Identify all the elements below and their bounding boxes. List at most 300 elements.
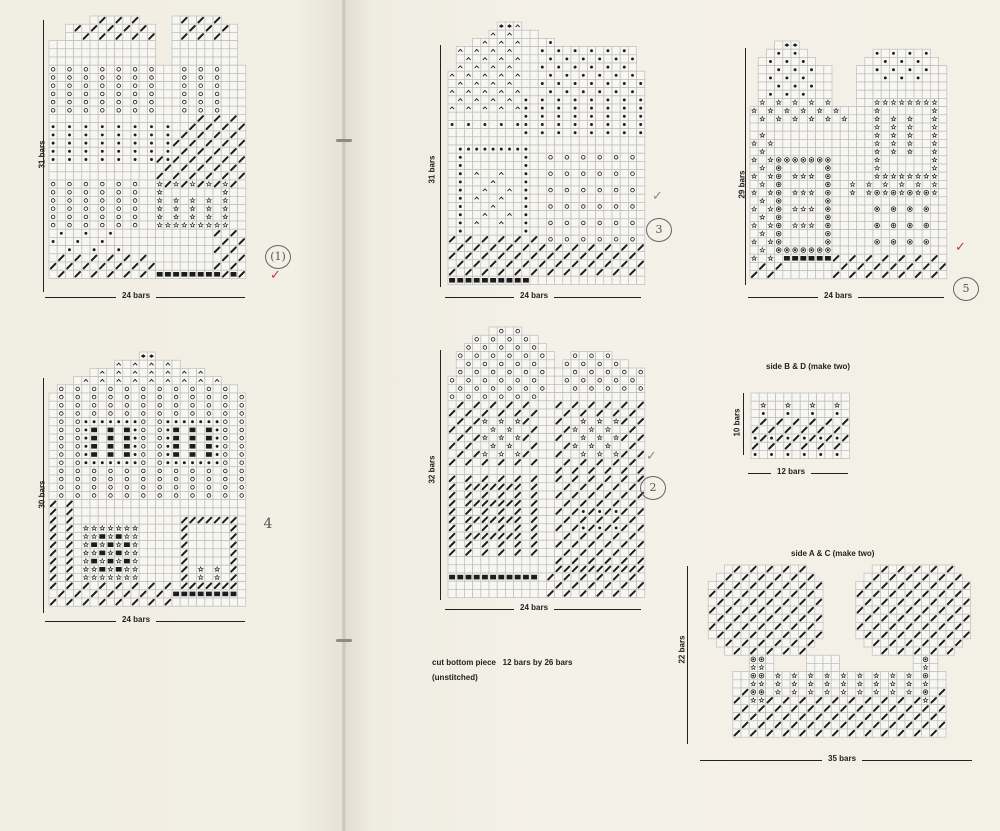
stitch-mark xyxy=(925,208,927,210)
stitch-mark xyxy=(598,510,601,513)
grid-cell xyxy=(197,205,205,213)
grid-cell xyxy=(65,188,73,196)
grid-cell xyxy=(473,194,481,202)
grid-cell xyxy=(164,385,172,393)
grid-cell xyxy=(82,196,90,204)
stitch-mark xyxy=(134,453,137,456)
grid-cell xyxy=(238,524,246,532)
grid-cell xyxy=(587,178,595,186)
grid-cell xyxy=(555,425,563,433)
grid-cell xyxy=(612,202,620,210)
grid-cell xyxy=(939,164,947,172)
grid-cell xyxy=(98,475,106,483)
grid-cell xyxy=(628,186,636,194)
grid-cell xyxy=(766,148,774,156)
grid-cell xyxy=(205,475,213,483)
grid-cell xyxy=(147,385,155,393)
grid-cell xyxy=(481,352,489,360)
stitch-mark xyxy=(117,158,120,161)
grid-cell xyxy=(205,491,213,499)
grid-cell xyxy=(563,581,571,589)
grid-cell xyxy=(848,213,856,221)
grid-cell xyxy=(139,573,147,581)
grid-cell xyxy=(156,516,164,524)
grid-cell xyxy=(139,49,147,57)
grid-cell xyxy=(172,360,180,368)
grid-cell xyxy=(522,491,530,499)
stitch-mark xyxy=(124,436,130,441)
grid-cell xyxy=(197,467,205,475)
grid-cell xyxy=(456,79,464,87)
grid-cell xyxy=(156,131,164,139)
stitch-mark xyxy=(52,158,55,161)
grid-cell xyxy=(98,393,106,401)
grid-cell xyxy=(881,107,889,115)
grid-cell xyxy=(65,590,73,598)
grid-cell xyxy=(587,589,595,597)
grid-cell xyxy=(922,90,930,98)
grid-cell xyxy=(90,237,98,245)
grid-cell xyxy=(571,170,579,178)
stitch-mark xyxy=(786,159,788,161)
grid-cell xyxy=(522,565,530,573)
grid-cell xyxy=(898,213,906,221)
stitch-mark xyxy=(615,57,618,60)
grid-cell xyxy=(505,88,513,96)
stitch-mark xyxy=(207,420,210,423)
grid-cell xyxy=(65,229,73,237)
grid-cell xyxy=(172,262,180,270)
grid-cell xyxy=(489,219,497,227)
grid-cell xyxy=(840,213,848,221)
grid-cell xyxy=(456,360,464,368)
grid-cell xyxy=(555,202,563,210)
grid-cell xyxy=(205,524,213,532)
grid-cell xyxy=(106,131,114,139)
grid-cell xyxy=(473,409,481,417)
check-mark: ✓ xyxy=(652,189,663,204)
grid-cell xyxy=(131,180,139,188)
grid-cell xyxy=(612,368,620,376)
grid-cell xyxy=(106,98,114,106)
grid-cell xyxy=(579,243,587,251)
grid-cell xyxy=(783,164,791,172)
grid-cell xyxy=(505,211,513,219)
grid-cell xyxy=(939,131,947,139)
grid-cell xyxy=(156,483,164,491)
grid-cell xyxy=(115,483,123,491)
grid-cell xyxy=(538,71,546,79)
grid-cell xyxy=(481,112,489,120)
grid-cell xyxy=(205,393,213,401)
grid-cell xyxy=(90,180,98,188)
grid-cell xyxy=(221,65,229,73)
grid-cell xyxy=(172,57,180,65)
grid-cell xyxy=(464,170,472,178)
grid-cell xyxy=(497,211,505,219)
grid-cell xyxy=(57,213,65,221)
grid-cell xyxy=(456,120,464,128)
grid-cell xyxy=(464,55,472,63)
grid-cell xyxy=(213,205,221,213)
grid-cell xyxy=(604,252,612,260)
grid-cell xyxy=(522,442,530,450)
grid-cell xyxy=(473,129,481,137)
grid-cell xyxy=(914,246,922,254)
grid-cell xyxy=(799,98,807,106)
grid-cell xyxy=(172,598,180,606)
grid-cell xyxy=(571,145,579,153)
grid-cell xyxy=(221,73,229,81)
grid-cell xyxy=(579,235,587,243)
grid-cell xyxy=(791,164,799,172)
grid-cell xyxy=(505,335,513,343)
grid-cell xyxy=(530,219,538,227)
grid-cell xyxy=(596,161,604,169)
grid-cell xyxy=(538,376,546,384)
grid-cell xyxy=(604,450,612,458)
grid-cell xyxy=(881,131,889,139)
grid-cell xyxy=(473,38,481,46)
grid-cell xyxy=(628,170,636,178)
grid-cell xyxy=(139,205,147,213)
grid-cell xyxy=(530,466,538,474)
grid-cell xyxy=(522,55,530,63)
grid-cell xyxy=(98,180,106,188)
grid-cell xyxy=(156,565,164,573)
grid-cell xyxy=(563,137,571,145)
grid-cell xyxy=(587,376,595,384)
grid-cell xyxy=(213,213,221,221)
grid-cell xyxy=(180,475,188,483)
grid-cell xyxy=(587,548,595,556)
grid-cell xyxy=(115,442,123,450)
grid-cell xyxy=(49,41,57,49)
grid-cell xyxy=(180,246,188,254)
grid-cell xyxy=(188,229,196,237)
grid-cell xyxy=(238,114,246,122)
stitch-mark xyxy=(175,461,178,464)
stitch-mark xyxy=(449,278,455,283)
grid-cell xyxy=(604,573,612,581)
grid-cell xyxy=(522,475,530,483)
grid-cell xyxy=(156,139,164,147)
grid-cell xyxy=(505,186,513,194)
grid-cell xyxy=(147,557,155,565)
grid-cell xyxy=(164,82,172,90)
grid-cell xyxy=(197,475,205,483)
grid-cell xyxy=(82,237,90,245)
grid-cell xyxy=(596,104,604,112)
grid-cell xyxy=(546,507,554,515)
grid-cell xyxy=(180,41,188,49)
grid-cell xyxy=(898,131,906,139)
grid-cell xyxy=(939,221,947,229)
grid-cell xyxy=(82,164,90,172)
stitch-mark xyxy=(84,125,87,128)
grid-cell xyxy=(123,516,131,524)
stitch-mark xyxy=(198,272,204,277)
grid-cell xyxy=(555,393,563,401)
grid-cell xyxy=(538,581,546,589)
grid-cell xyxy=(596,194,604,202)
grid-cell xyxy=(464,434,472,442)
grid-cell xyxy=(180,49,188,57)
grid-cell xyxy=(106,172,114,180)
grid-cell xyxy=(188,557,196,565)
grid-cell xyxy=(197,49,205,57)
grid-cell xyxy=(766,131,774,139)
grid-cell xyxy=(49,409,57,417)
grid-cell xyxy=(205,147,213,155)
grid-cell xyxy=(156,426,164,434)
grid-cell xyxy=(123,90,131,98)
grid-cell xyxy=(538,516,546,524)
stitch-mark xyxy=(523,575,529,580)
grid-cell xyxy=(131,49,139,57)
grid-cell xyxy=(147,73,155,81)
grid-cell xyxy=(865,213,873,221)
grid-cell xyxy=(74,541,82,549)
grid-cell xyxy=(90,377,98,385)
grid-cell xyxy=(604,589,612,597)
grid-cell xyxy=(865,230,873,238)
grid-cell xyxy=(473,96,481,104)
grid-cell xyxy=(123,73,131,81)
grid-cell xyxy=(82,65,90,73)
grid-cell xyxy=(939,139,947,147)
grid-cell xyxy=(49,180,57,188)
grid-cell xyxy=(522,71,530,79)
grid-cell xyxy=(172,82,180,90)
grid-cell xyxy=(57,532,65,540)
grid-cell xyxy=(922,123,930,131)
grid-cell xyxy=(587,235,595,243)
grid-cell xyxy=(514,260,522,268)
grid-cell xyxy=(832,156,840,164)
grid-cell xyxy=(106,491,114,499)
grid-cell xyxy=(106,262,114,270)
stitch-mark xyxy=(524,131,527,134)
grid-cell xyxy=(57,196,65,204)
grid-cell xyxy=(74,377,82,385)
grid-cell xyxy=(188,73,196,81)
grid-cell xyxy=(229,82,237,90)
grid-cell xyxy=(628,137,636,145)
grid-cell xyxy=(57,475,65,483)
stitch-mark xyxy=(101,125,104,128)
grid-cell xyxy=(791,148,799,156)
grid-cell xyxy=(628,401,636,409)
grid-cell xyxy=(563,227,571,235)
grid-cell xyxy=(464,384,472,392)
grid-cell xyxy=(57,82,65,90)
grid-cell xyxy=(489,507,497,515)
grid-cell xyxy=(505,524,513,532)
grid-cell xyxy=(563,96,571,104)
stitch-mark xyxy=(451,123,454,126)
grid-cell xyxy=(90,598,98,606)
grid-cell xyxy=(205,557,213,565)
grid-cell xyxy=(82,57,90,65)
grid-cell xyxy=(172,377,180,385)
grid-cell xyxy=(473,343,481,351)
grid-cell xyxy=(489,450,497,458)
stitch-mark xyxy=(908,52,911,55)
grid-cell xyxy=(546,178,554,186)
grid-cell xyxy=(221,508,229,516)
grid-cell xyxy=(514,47,522,55)
grid-cell xyxy=(637,178,645,186)
grid-cell xyxy=(497,260,505,268)
grid-cell xyxy=(90,90,98,98)
stitch-mark xyxy=(541,98,544,101)
stitch-mark xyxy=(216,428,219,431)
stitch-mark xyxy=(216,420,219,423)
grid-cell xyxy=(172,393,180,401)
grid-cell xyxy=(74,582,82,590)
grid-cell xyxy=(221,565,229,573)
stitch-mark xyxy=(68,150,71,153)
grid-cell xyxy=(464,178,472,186)
grid-cell xyxy=(758,82,766,90)
grid-cell xyxy=(164,524,172,532)
grid-cell xyxy=(139,213,147,221)
grid-cell xyxy=(123,475,131,483)
grid-cell xyxy=(563,450,571,458)
stitch-mark xyxy=(150,133,153,136)
grid-cell xyxy=(832,189,840,197)
grid-cell xyxy=(497,335,505,343)
grid-cell xyxy=(514,581,522,589)
grid-cell xyxy=(74,532,82,540)
stitch-mark xyxy=(541,115,544,118)
height-label: 31 bars xyxy=(37,140,47,169)
stitch-mark xyxy=(615,510,618,513)
grid-cell xyxy=(481,63,489,71)
stitch-mark xyxy=(574,98,577,101)
grid-cell xyxy=(857,172,865,180)
grid-cell xyxy=(497,227,505,235)
grid-cell xyxy=(172,549,180,557)
grid-cell xyxy=(628,145,636,153)
grid-cell xyxy=(98,426,106,434)
grid-cell xyxy=(448,557,456,565)
grid-cell xyxy=(197,41,205,49)
stitch-mark xyxy=(598,57,601,60)
grid-cell xyxy=(473,442,481,450)
grid-cell xyxy=(555,376,563,384)
stitch-mark xyxy=(778,159,780,161)
grid-cell xyxy=(464,450,472,458)
grid-cell xyxy=(481,71,489,79)
grid-cell xyxy=(164,213,172,221)
grid-cell xyxy=(505,38,513,46)
grid-cell xyxy=(505,153,513,161)
stitch-mark xyxy=(524,213,527,216)
grid-cell xyxy=(514,393,522,401)
grid-cell xyxy=(180,90,188,98)
grid-cell xyxy=(530,401,538,409)
grid-cell xyxy=(147,450,155,458)
grid-cell xyxy=(90,393,98,401)
grid-cell xyxy=(147,524,155,532)
grid-cell xyxy=(180,426,188,434)
stitch-mark xyxy=(598,526,601,529)
grid-cell xyxy=(775,57,783,65)
grid-cell xyxy=(783,98,791,106)
grid-cell xyxy=(840,107,848,115)
grid-cell xyxy=(473,458,481,466)
grid-cell xyxy=(90,65,98,73)
stitch-mark xyxy=(524,197,527,200)
grid-cell xyxy=(783,172,791,180)
grid-cell xyxy=(57,139,65,147)
grid-cell xyxy=(832,115,840,123)
grid-cell xyxy=(448,161,456,169)
grid-cell xyxy=(612,393,620,401)
grid-cell xyxy=(82,180,90,188)
grid-cell xyxy=(164,196,172,204)
grid-cell xyxy=(123,508,131,516)
grid-cell xyxy=(448,71,456,79)
grid-cell xyxy=(172,16,180,24)
grid-cell xyxy=(238,450,246,458)
grid-cell xyxy=(604,532,612,540)
stitch-mark xyxy=(623,82,626,85)
stitch-mark xyxy=(231,272,237,277)
grid-cell xyxy=(147,483,155,491)
grid-cell xyxy=(106,500,114,508)
grid-cell xyxy=(156,467,164,475)
stitch-mark xyxy=(598,90,601,93)
stitch-mark xyxy=(190,452,196,457)
grid-cell xyxy=(205,57,213,65)
grid-cell xyxy=(848,197,856,205)
grid-cell xyxy=(172,368,180,376)
grid-cell xyxy=(571,352,579,360)
grid-cell xyxy=(464,360,472,368)
grid-cell xyxy=(579,442,587,450)
grid-cell xyxy=(57,155,65,163)
stitch-mark xyxy=(515,575,521,580)
grid-cell xyxy=(620,145,628,153)
grid-cell xyxy=(848,156,856,164)
grid-cell xyxy=(139,65,147,73)
grid-cell xyxy=(857,221,865,229)
grid-cell xyxy=(205,549,213,557)
grid-cell xyxy=(628,557,636,565)
grid-cell xyxy=(456,71,464,79)
grid-cell xyxy=(164,508,172,516)
grid-cell xyxy=(555,235,563,243)
grid-cell xyxy=(123,155,131,163)
stitch-mark xyxy=(183,461,186,464)
grid-cell xyxy=(188,368,196,376)
grid-cell xyxy=(596,581,604,589)
grid-cell xyxy=(90,123,98,131)
grid-cell xyxy=(180,450,188,458)
grid-cell xyxy=(229,385,237,393)
grid-cell xyxy=(74,41,82,49)
grid-cell xyxy=(604,178,612,186)
grid-cell xyxy=(164,401,172,409)
grid-cell xyxy=(546,227,554,235)
grid-cell xyxy=(816,238,824,246)
grid-cell xyxy=(139,155,147,163)
grid-cell xyxy=(123,213,131,221)
grid-cell xyxy=(49,491,57,499)
